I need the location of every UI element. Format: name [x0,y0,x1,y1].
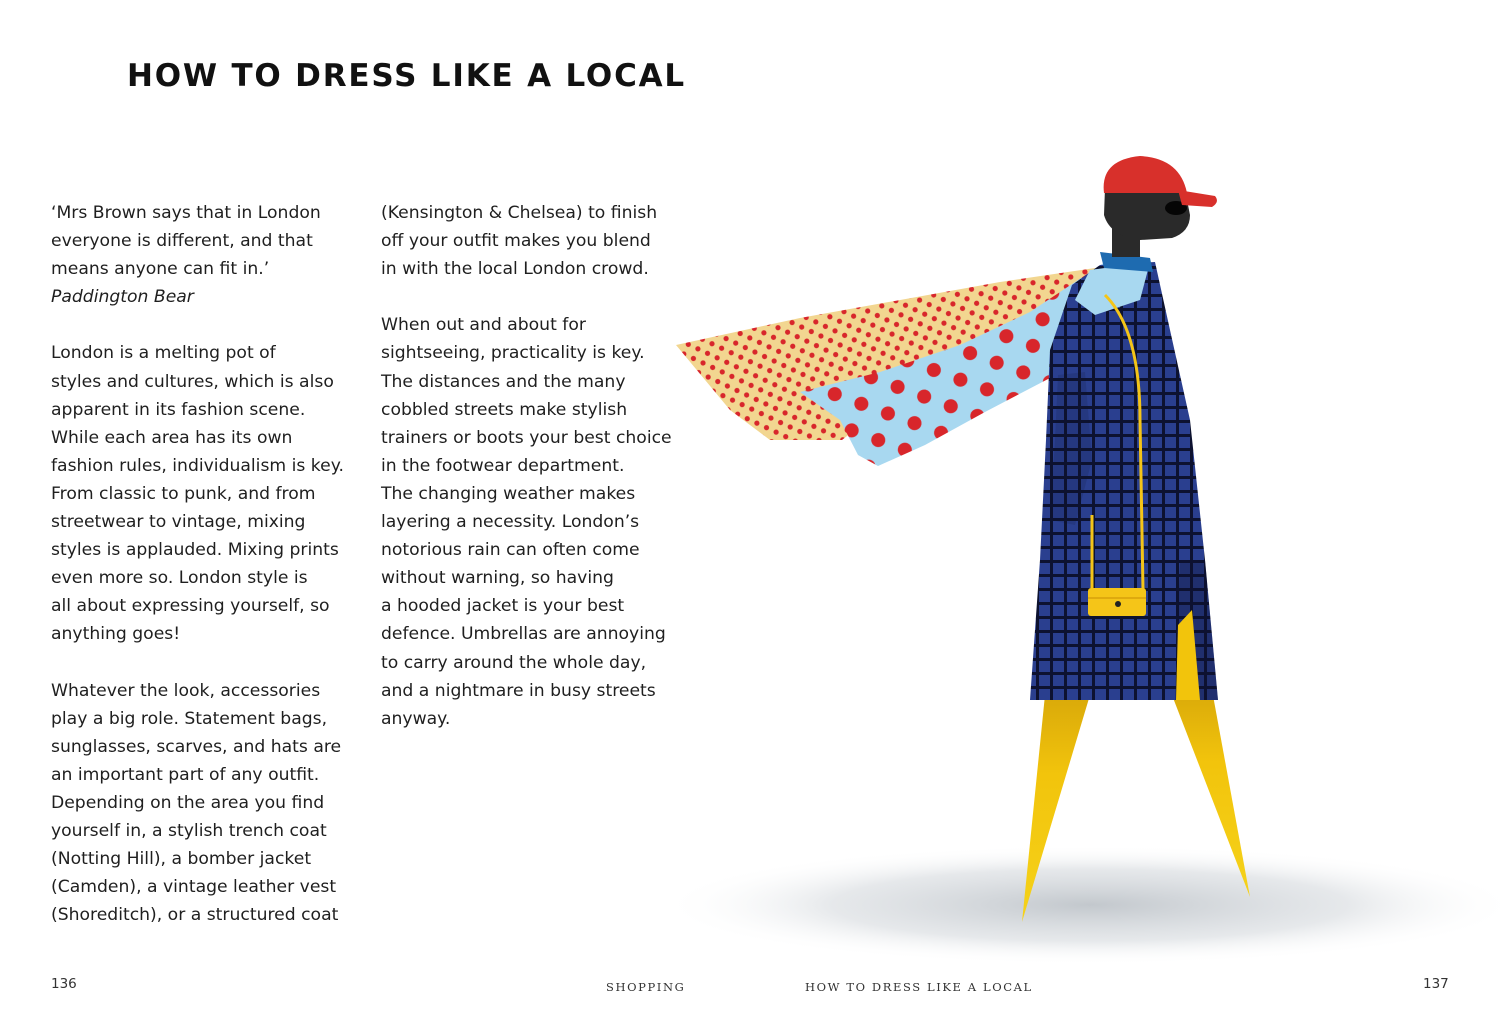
text-line: (Camden), a vintage leather vest [51,877,337,898]
quote-line: means anyone can fit in.’ [51,259,270,280]
text-line: styles is applauded. Mixing prints [51,540,339,561]
page-number-right: 137 [1423,976,1449,992]
bag-clasp-icon [1115,601,1121,607]
text-line: and a nightmare in busy streets [381,680,656,701]
text-line: in the footwear department. [381,455,625,476]
text-line: cobbled streets make stylish [381,399,628,420]
text-line: (Notting Hill), a bomber jacket [51,849,312,870]
text-line: Whatever the look, accessories [51,680,321,701]
running-title: HOW TO DRESS LIKE A LOCAL [805,980,1033,994]
text-line: trainers or boots your best choice [381,427,672,448]
text-line: apparent in its fashion scene. [51,399,306,420]
text-line: even more so. London style is [51,568,308,589]
text-line: sunglasses, scarves, and hats are [51,736,342,757]
text-line: streetwear to vintage, mixing [51,512,306,533]
text-line: sightseeing, practicality is key. [381,343,645,364]
text-line: From classic to punk, and from [51,483,316,504]
running-section: SHOPPING [606,980,686,994]
ground-shadow [660,845,1500,965]
text-line: an important part of any outfit. [51,764,320,785]
text-line: (Shoreditch), or a structured coat [51,905,339,926]
text-line: London is a melting pot of [51,343,276,364]
text-line: When out and about for [381,315,586,336]
page-number-left: 136 [51,976,77,992]
text-line: anything goes! [51,624,181,645]
text-line: notorious rain can often come [381,540,640,561]
text-line: to carry around the whole day, [381,652,647,673]
text-line: styles and cultures, which is also [51,371,334,392]
text-line: The changing weather makes [381,483,636,504]
text-line: The distances and the many [381,371,626,392]
cap-brim [1178,190,1217,207]
text-line: play a big role. Statement bags, [51,708,328,729]
text-line: yourself in, a stylish trench coat [51,821,327,842]
cap-crown [1104,156,1187,193]
quote-line: ‘Mrs Brown says that in London [51,203,321,223]
quote-line: everyone is different, and that [51,231,313,252]
page-title: HOW TO DRESS LIKE A LOCAL [127,58,686,94]
text-line: Depending on the area you find [51,792,325,813]
quote-author: Paddington Bear [51,287,194,308]
text-line: (Kensington & Chelsea) to finish [381,203,658,223]
text-line: off your outfit makes you blend [381,231,651,252]
text-line: a hooded jacket is your best [381,596,625,617]
text-line: without warning, so having [381,568,614,589]
text-line: all about expressing yourself, so [51,596,330,617]
text-line: fashion rules, individualism is key. [51,455,344,476]
text-line: anyway. [381,708,451,729]
text-line: While each area has its own [51,427,293,448]
text-line: layering a necessity. London’s [381,512,640,533]
text-line: defence. Umbrellas are annoying [381,624,666,645]
text-line: in with the local London crowd. [381,259,649,280]
